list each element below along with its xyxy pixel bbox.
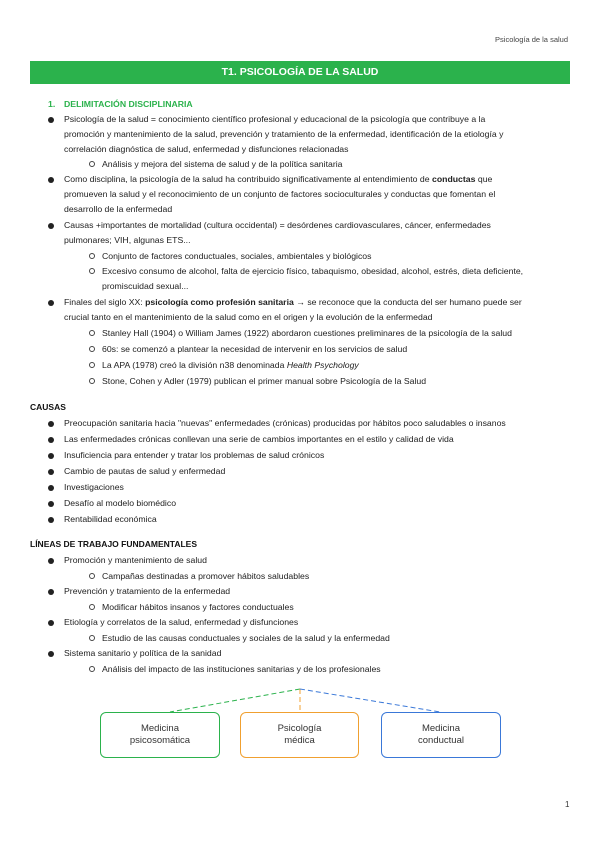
paragraph-line: promueven la salud y el reconocimiento de un conjunto de factores socioculturales y conductas que fomentan el <box>64 189 496 199</box>
list-item: Insuficiencia para entender y tratar los problemas de salud crónicos <box>64 450 325 460</box>
running-header: Psicología de la salud <box>495 35 568 44</box>
section-number: 1. <box>48 99 56 109</box>
sub-item: Excesivo consumo de alcohol, falta de ejercicio físico, tabaquismo, obesidad, alcohol, estrés, dieta deficiente, <box>102 266 524 276</box>
sub-item: Estudio de las causas conductuales y sociales de la salud y la enfermedad <box>102 633 390 643</box>
sub-bullet-icon <box>89 330 95 336</box>
text-run: La APA (1978) creó la división n38 denominada <box>102 360 287 370</box>
bold-term: psicología como profesión sanitaria <box>145 297 294 307</box>
bullet-icon <box>48 300 54 306</box>
bold-term: conductas <box>432 174 476 184</box>
bullet-icon <box>48 589 54 595</box>
bullet-icon <box>48 421 54 427</box>
section-title: DELIMITACIÓN DISCIPLINARIA <box>64 99 193 109</box>
bullet-icon <box>48 453 54 459</box>
list-item: Etiología y correlatos de la salud, enfermedad y disfunciones <box>64 617 299 627</box>
diagram-box-medicina-conductual <box>381 712 501 758</box>
section-heading-lineas: LÍNEAS DE TRABAJO FUNDAMENTALES <box>30 539 198 549</box>
list-item: Investigaciones <box>64 482 124 492</box>
document-title: T1. PSICOLOGÍA DE LA SALUD <box>30 61 570 84</box>
italic-term: Health Psychology <box>286 360 359 370</box>
diagram-box-medicina-psicosomatica <box>100 712 220 758</box>
diagram-box-psicologia-medica <box>240 712 359 758</box>
sub-item: Análisis del impacto de las instituciones sanitarias y de los profesionales <box>102 664 381 674</box>
sub-bullet-icon <box>89 666 95 672</box>
paragraph-line <box>64 296 522 308</box>
sub-item <box>102 359 359 371</box>
sub-item: promiscuidad sexual... <box>102 281 189 291</box>
list-item: Las enfermedades crónicas conllevan una serie de cambios importantes en el estilo y calidad de vida <box>64 434 454 444</box>
paragraph-line: crucial tanto en el mantenimiento de la salud como en el origen y la evolución de la enfermedad <box>64 312 433 322</box>
sub-bullet-icon <box>89 635 95 641</box>
sub-item: Campañas destinadas a promover hábitos saludables <box>102 571 310 581</box>
sub-bullet-icon <box>89 161 95 167</box>
bullet-icon <box>48 517 54 523</box>
sub-item: Conjunto de factores conductuales, sociales, ambientales y biológicos <box>102 251 372 261</box>
sub-item: Análisis y mejora del sistema de salud y de la política sanitaria <box>102 159 343 169</box>
text-run: → se reconoce que la conducta del ser humano puede ser <box>293 297 522 307</box>
section-heading-causas: CAUSAS <box>30 402 66 412</box>
box-label: psicosomática <box>129 735 191 746</box>
text-run: Finales del siglo XX: <box>64 297 146 307</box>
bullet-icon <box>48 469 54 475</box>
paragraph-line: correlación diagnóstica de salud, enfermedad y disfunciones relacionadas <box>64 144 349 154</box>
list-item: Prevención y tratamiento de la enfermedad <box>64 586 231 596</box>
list-item: Preocupación sanitaria hacia "nuevas" enfermedades (crónicas) producidas por hábitos poco saludables o insanos <box>64 418 506 428</box>
paragraph-line: desarrollo de la enfermedad <box>64 204 173 214</box>
list-item: Rentabilidad económica <box>64 514 157 524</box>
sub-item: Stanley Hall (1904) o William James (1922) abordaron cuestiones preliminares de la psicología de la salud <box>102 328 512 338</box>
sub-item: Stone, Cohen y Adler (1979) publican el primer manual sobre Psicología de la Salud <box>102 376 427 386</box>
text-run: Como disciplina, la psicología de la salud ha contribuido significativamente al entendimiento de <box>64 174 432 184</box>
sub-bullet-icon <box>89 268 95 274</box>
text-run: que <box>475 174 493 184</box>
sub-bullet-icon <box>89 573 95 579</box>
bullet-icon <box>48 177 54 183</box>
list-item: Cambio de pautas de salud y enfermedad <box>64 466 226 476</box>
bullet-icon <box>48 558 54 564</box>
paragraph-line: pulmonares; VIH, algunas ETS... <box>64 235 191 245</box>
sub-bullet-icon <box>89 362 95 368</box>
bullet-icon <box>48 117 54 123</box>
bullet-icon <box>48 501 54 507</box>
page-number: 1 <box>565 800 570 809</box>
box-label: Medicina <box>140 723 179 734</box>
paragraph-line <box>64 173 492 185</box>
sub-bullet-icon <box>89 346 95 352</box>
box-label: médica <box>284 735 315 746</box>
list-item: Promoción y mantenimiento de salud <box>64 555 207 565</box>
bullet-icon <box>48 651 54 657</box>
sub-bullet-icon <box>89 253 95 259</box>
list-item: Desafío al modelo biomédico <box>64 498 177 508</box>
connector-line <box>170 689 300 712</box>
sub-bullet-icon <box>89 378 95 384</box>
bullet-icon <box>48 620 54 626</box>
bullet-icon <box>48 437 54 443</box>
bullet-icon <box>48 223 54 229</box>
bullet-icon <box>48 485 54 491</box>
paragraph-line: promoción y mantenimiento de la salud, prevención y tratamiento de la enfermedad, identificación de la etiología y <box>64 129 504 139</box>
paragraph-line: Psicología de la salud = conocimiento científico profesional y educacional de la psicología que contribuye a la <box>64 114 486 124</box>
connector-line <box>300 689 440 712</box>
sub-item: 60s: se comenzó a plantear la necesidad de intervenir en los servicios de salud <box>102 344 408 354</box>
sub-item: Modificar hábitos insanos y factores conductuales <box>102 602 294 612</box>
box-label: Medicina <box>421 723 460 734</box>
sub-bullet-icon <box>89 604 95 610</box>
box-label: Psicología <box>277 723 322 734</box>
box-label: conductual <box>418 735 464 746</box>
section-heading <box>48 98 193 110</box>
list-item: Sistema sanitario y política de la sanidad <box>64 648 222 658</box>
paragraph-line: Causas +importantes de mortalidad (cultura occidental) = desórdenes cardiovasculares, cáncer, enfermedades <box>64 220 491 230</box>
